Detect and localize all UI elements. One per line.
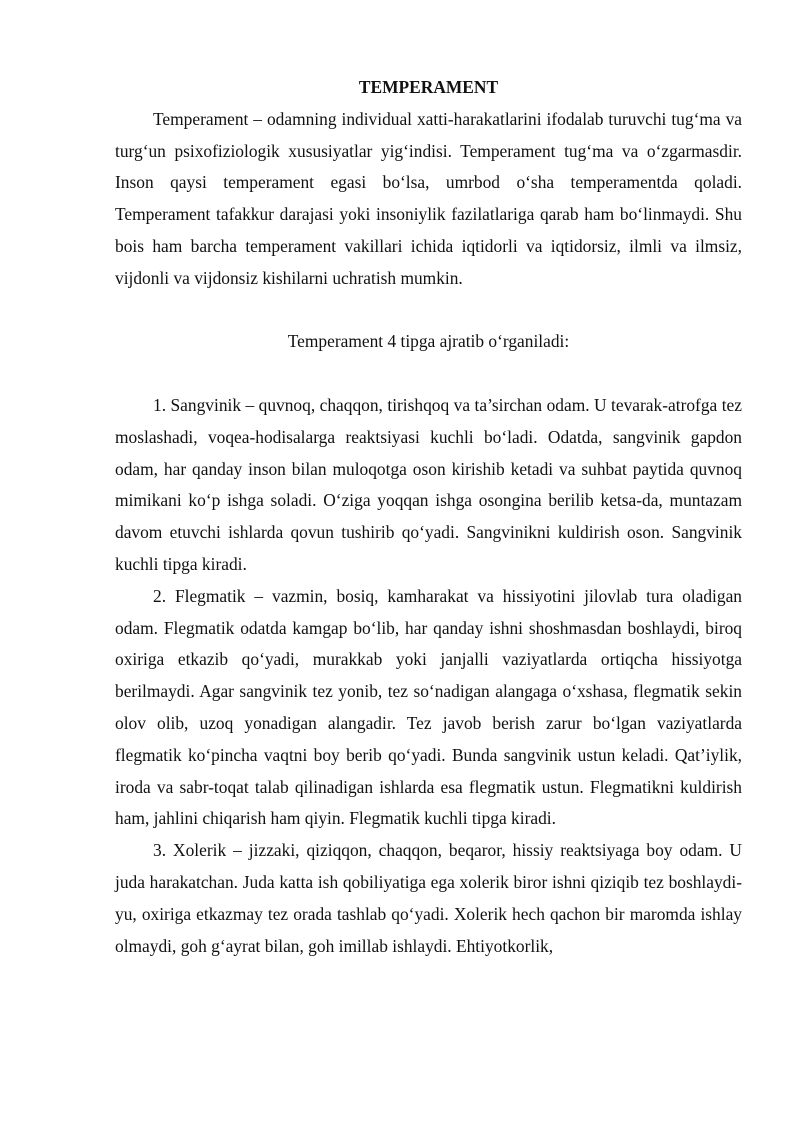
document-title: TEMPERAMENT — [358, 77, 499, 97]
list-item-xolerik: 3. Xolerik – jizzaki, qiziqqon, chaqqon, beqaror, hissiy reaktsiyaga boy odam. U juda harakatchan. Juda katta ish qobiliyatiga ega xolerik biror ishni qiziqib tez boshlaydi-yu, oxiriga etkazmay tez orada tashlab qo‘yadi. Xolerik hech qachon bir maromda ishlay olmaydi, goh g‘ayrat bilan, goh imillab ishlaydi. Ehtiyotkorlik, — [115, 840, 742, 956]
list-item-sangvinik: 1. Sangvinik – quvnoq, chaqqon, tirishqoq va ta’sirchan odam. U tevarak-atrofga tez moslashadi, voqea-hodisalarga reaktsiyasi kuchli bo‘ladi. Odatda, sangvinik gapdon odam, har qanday inson bilan muloqotga oson kirishib ketadi va suhbat paytida quvnoq mimikani ko‘p ishga soladi. O‘ziga yoqqan ishga osongina berilib ketsa-da, muntazam davom etuvchi ishlarda qovun tushirib qo‘yadi. Sangvinikni kuldirish oson. Sangvinik kuchli tipga kiradi. — [115, 394, 742, 574]
section-subheading: Temperament 4 tipga ajratib o‘rganiladi: — [287, 331, 570, 352]
intro-paragraph: Temperament – odamning individual xatti-harakatlarini ifodalab turuvchi tug‘ma va turg‘un psixofiziologik xususiyatlar yig‘indisi. Temperament tug‘ma va o‘zgarmasdir. Inson qaysi temperament egasi bo‘lsa, umrbod o‘sha temperamentda qoladi. Temperament tafakkur darajasi yoki insoniylik fazilatlariga qarab ham bo‘linmaydi. Shu bois ham barcha temperament vakillari ichida iqtidorli va iqtidorsiz, ilmli va ilmsiz, vijdonli va vijdonsiz kishilarni uchratish mumkin. — [115, 108, 742, 288]
document-page — [115, 72, 742, 962]
list-item-flegmatik: 2. Flegmatik – vazmin, bosiq, kamharakat va hissiyotini jilovlab tura oladigan odam. Flegmatik odatda kamgap bo‘lib, har qanday ishni shoshmasdan boshlaydi, biroq oxiriga etkazib qo‘yadi, murakkab yoki janjalli vaziyatlarda ortiqcha hissiyotga berilmaydi. Agar sangvinik tez yonib, tez so‘nadigan alangaga o‘xshasa, flegmatik sekin olov olib, uzoq yonadigan alangadir. Tez javob berish zarur bo‘lgan vaziyatlarda flegmatik ko‘pincha vaqtni boy berib qo‘yadi. Bunda sangvinik ustun keladi. Qat’iylik, iroda va sabr-toqat talab qilinadigan ishlarda esa flegmatik ustun. Flegmatikni kuldirish ham, jahlini chiqarish ham qiyin. Flegmatik kuchli tipga kiradi. — [115, 585, 742, 829]
